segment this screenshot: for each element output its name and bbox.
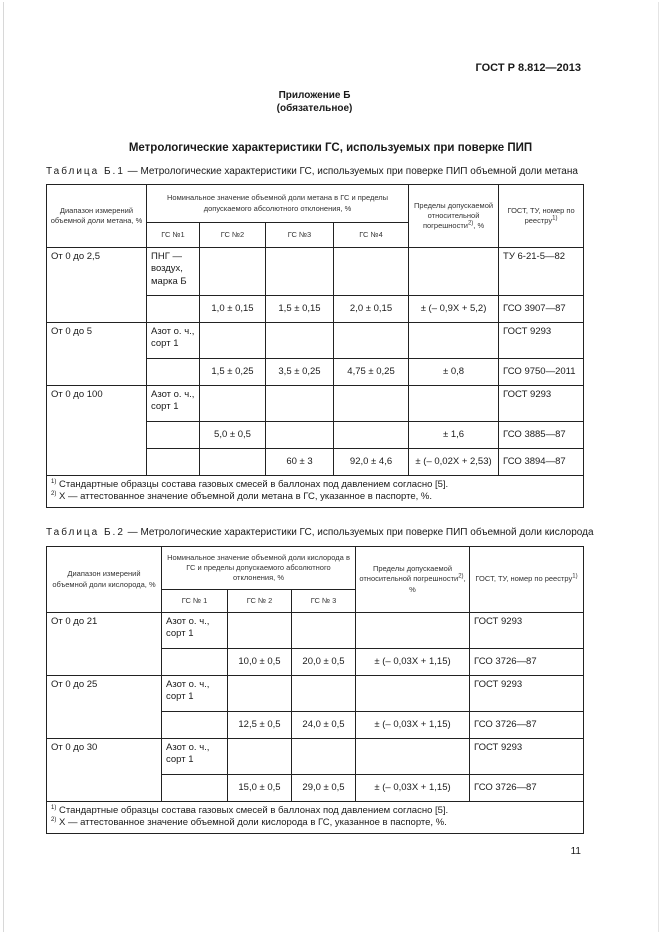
table1-gost-cell: ГОСТ 9293 <box>499 386 584 422</box>
table1-header-gs3: ГС №3 <box>266 223 334 248</box>
table2-gs1-cell: Азот о. ч., сорт 1 <box>162 613 228 649</box>
table2-gs2-cell: 15,0 ± 0,5 <box>228 775 292 802</box>
table2-header-gs1: ГС № 1 <box>162 590 228 613</box>
table1-error-cell: ± (– 0,02Х + 2,53) <box>409 449 499 476</box>
table1-gost-cell: ТУ 6-21-5—82 <box>499 248 584 296</box>
table1-gs1-cell: Азот о. ч., сорт 1 <box>147 386 200 422</box>
table2-note-1: $^{1)}$ Стандартные образцы состава газовых смесей в баллонах под давлением согласно [5]. <box>51 804 449 816</box>
table1-caption <box>46 166 578 177</box>
page-number: 11 <box>570 846 581 857</box>
table2-header-gs2: ГС № 2 <box>228 590 292 613</box>
table2-gs2-cell: 10,0 ± 0,5 <box>228 649 292 676</box>
table2-gs3-cell: 29,0 ± 0,5 <box>292 775 356 802</box>
table1-header-gost: ГОСТ, ТУ, номер по реестру$^{1)}$ <box>499 185 584 248</box>
table2-error-cell: ± (– 0,03Х + 1,15) <box>356 712 470 739</box>
table2-gs3-cell: 24,0 ± 0,5 <box>292 712 356 739</box>
table1-gs1-cell: Азот о. ч., сорт 1 <box>147 323 200 359</box>
table-row <box>47 248 584 296</box>
table1-error-cell: ± 1,6 <box>409 422 499 449</box>
table1-header-gs2: ГС №2 <box>200 223 266 248</box>
table1-gost-cell: ГСО 3894—87 <box>499 449 584 476</box>
table2-error-cell: ± (– 0,03Х + 1,15) <box>356 775 470 802</box>
table-row <box>47 739 584 775</box>
table1-gs2-cell: 1,0 ± 0,15 <box>200 296 266 323</box>
annex-title: Приложение Б <box>278 90 351 101</box>
document-code: ГОСТ Р 8.812—2013 <box>475 62 581 74</box>
table1-gs2-cell: 1,5 ± 0,25 <box>200 359 266 386</box>
table2-note-2: $^{2)}$ Х — аттестованное значение объемной доли кислорода в ГС, указанное в паспорте, %. <box>51 817 447 829</box>
table1-note-2: $^{2)}$ Х — аттестованное значение объемной доли метана в ГС, указанное в паспорте, %. <box>51 491 433 503</box>
table2-gost-cell: ГОСТ 9293 <box>470 613 584 649</box>
table1-header-nominal: Номинальное значение объемной доли метана в ГС и пределы допускаемого абсолютного отклонения, % <box>147 185 409 223</box>
table1-gs3-cell: 1,5 ± 0,15 <box>266 296 334 323</box>
table1-gost-cell: ГСО 9750—2011 <box>499 359 584 386</box>
table2-caption-text: — Метрологические характеристики ГС, используемых при поверке ПИП объемной доли кислорода <box>124 527 594 538</box>
table1-notes-row <box>47 476 584 508</box>
table1-caption-label: Таблица Б.1 <box>46 166 125 177</box>
annex-type: (обязательное) <box>276 103 353 114</box>
table2-range-cell: От 0 до 25 <box>47 676 162 739</box>
table2-gs3-cell: 20,0 ± 0,5 <box>292 649 356 676</box>
table1-gs4-cell: 2,0 ± 0,15 <box>334 296 409 323</box>
table1-header-gs4: ГС №4 <box>334 223 409 248</box>
table1-range-cell: От 0 до 2,5 <box>47 248 147 323</box>
table-row <box>47 613 584 649</box>
table2-error-cell: ± (– 0,03Х + 1,15) <box>356 649 470 676</box>
table2-range-cell: От 0 до 21 <box>47 613 162 676</box>
table1-gs2-cell: 5,0 ± 0,5 <box>200 422 266 449</box>
table2-notes <box>47 802 584 834</box>
table1-gs3-cell: 60 ± 3 <box>266 449 334 476</box>
table-row <box>47 676 584 712</box>
table1-range-cell: От 0 до 100 <box>47 386 147 476</box>
table2-header-error: Пределы допускаемой относительной погрешности$^{2)}$, % <box>356 547 470 613</box>
table2-header-nominal: Номинальное значение объемной доли кислорода в ГС и пределы допускаемого абсолютного отклонения, % <box>162 547 356 590</box>
table1-notes <box>47 476 584 508</box>
page-title: Метрологические характеристики ГС, используемых при поверке ПИП <box>128 142 533 154</box>
table2-gost-cell: ГСО 3726—87 <box>470 712 584 739</box>
table1-note-1: $^{1)}$ Стандартные образцы состава газовых смесей в баллонах под давлением согласно [5]. <box>51 478 449 490</box>
table2-notes-row <box>47 802 584 834</box>
table2-gost-cell: ГСО 3726—87 <box>470 649 584 676</box>
table1-range-cell: От 0 до 5 <box>47 323 147 386</box>
table2 <box>46 546 584 834</box>
table1-error-cell: ± (– 0,9Х + 5,2) <box>409 296 499 323</box>
table1-gost-cell: ГСО 3885—87 <box>499 422 584 449</box>
table2-header-range: Диапазон измерений объемной доли кислорода, % <box>47 547 162 613</box>
table-row <box>47 386 584 422</box>
table2-header-gs3: ГС № 3 <box>292 590 356 613</box>
table1-error-cell: ± 0,8 <box>409 359 499 386</box>
table1-gs3-cell: 3,5 ± 0,25 <box>266 359 334 386</box>
table1-header-row <box>47 185 584 223</box>
table2-caption-label: Таблица Б.2 <box>46 527 125 538</box>
table2-gost-cell: ГОСТ 9293 <box>470 739 584 775</box>
table1-gs4-cell: 4,75 ± 0,25 <box>334 359 409 386</box>
table1-header-error: Пределы допускаемой относительной погрешности$^{2)}$, % <box>409 185 499 248</box>
table1-gost-cell: ГСО 3907—87 <box>499 296 584 323</box>
table2-gost-cell: ГСО 3726—87 <box>470 775 584 802</box>
table2-caption <box>46 527 594 538</box>
table2-gs1-cell: Азот о. ч., сорт 1 <box>162 676 228 712</box>
table-row <box>47 323 584 359</box>
table2-gs1-cell: Азот о. ч., сорт 1 <box>162 739 228 775</box>
table2-header-gost: ГОСТ, ТУ, номер по реестру$^{1)}$ <box>470 547 584 613</box>
table2-gost-cell: ГОСТ 9293 <box>470 676 584 712</box>
table1-caption-text: — Метрологические характеристики ГС, используемых при поверке ПИП объемной доли метана <box>124 166 578 177</box>
table1-header-gs1: ГС №1 <box>147 223 200 248</box>
table1-header-range: Диапазон измерений объемной доли метана, % <box>47 185 147 248</box>
table2-range-cell: От 0 до 30 <box>47 739 162 802</box>
table1-gost-cell: ГОСТ 9293 <box>499 323 584 359</box>
table1-gs4-cell: 92,0 ± 4,6 <box>334 449 409 476</box>
table2-header-row <box>47 547 584 590</box>
table2-gs2-cell: 12,5 ± 0,5 <box>228 712 292 739</box>
table1 <box>46 184 584 508</box>
table1-gs1-cell: ПНГ — воздух, марка Б <box>147 248 200 296</box>
